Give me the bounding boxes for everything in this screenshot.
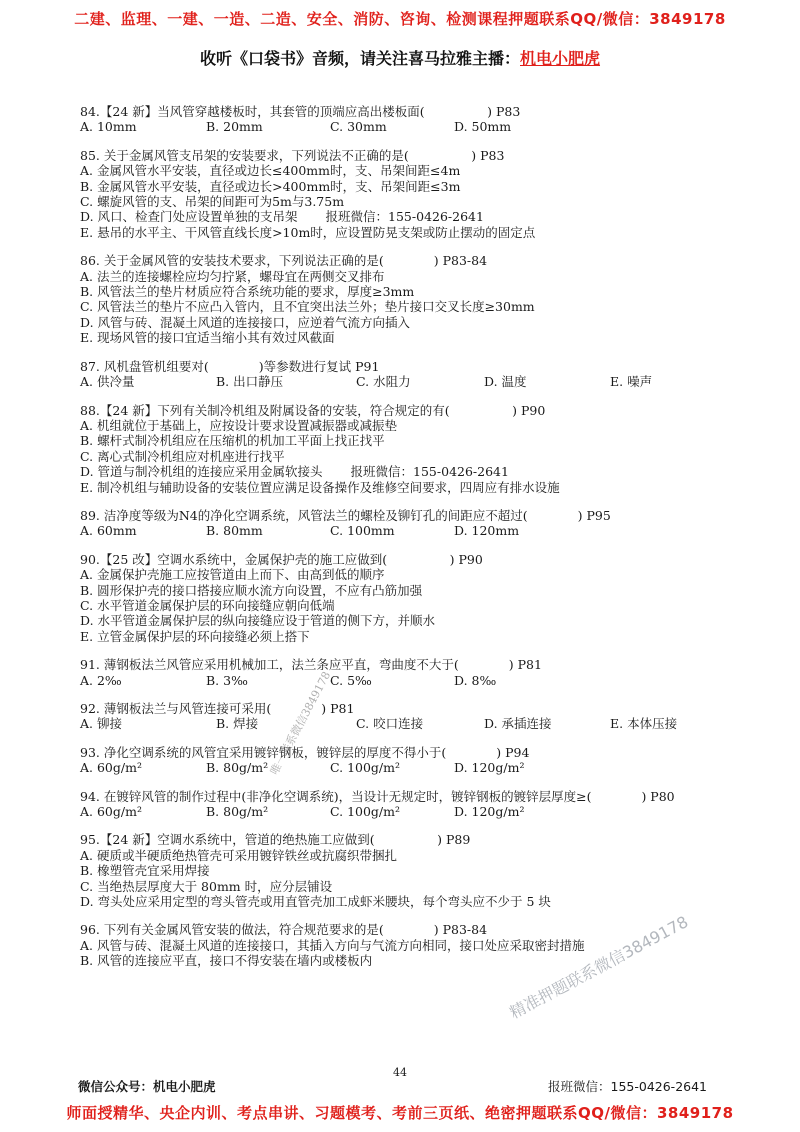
question-86 [80, 253, 720, 345]
option: C. 100g/m² [330, 760, 401, 776]
subtitle-prefix: 收听《口袋书》音频，请关注喜马拉雅主播： [199, 49, 520, 68]
question-92 [80, 701, 720, 732]
option: A. 60mm [80, 523, 137, 539]
center-watermark: 唯一联系微信3849178 [267, 669, 334, 778]
option-line: A. 风管与砖、混凝土风道的连接接口，其插入方向与气流方向相同，接口处应采取密封措施 [80, 937, 585, 953]
question-stem: 87. 风机盘管机组要对( )等参数进行复试 P91 [80, 358, 380, 374]
question-85 [80, 148, 720, 240]
question-95 [80, 832, 720, 909]
options-row [80, 760, 720, 775]
option: D. 120g/m² [454, 804, 525, 820]
question-87 [80, 359, 720, 390]
option: C. 5‰ [330, 672, 372, 688]
bottom-banner: 师面授精华、央企内训、考点串讲、习题模考、考前三页纸、绝密押题联系QQ/微信：3849178 [66, 1104, 734, 1122]
option: A. 60g/m² [80, 760, 142, 776]
option: E. 噪声 [610, 374, 653, 390]
footer-wechat-account: 微信公众号：机电小肥虎 [78, 1079, 216, 1094]
option-line: B. 圆形保护壳的接口搭接应顺水流方向设置，不应有凸筋加强 [80, 582, 423, 598]
option-line: D. 弯头处应采用定型的弯头管壳或用直管壳加工成虾米腰块，每个弯头应不少于 5 块 [80, 894, 551, 910]
option-line: C. 风管法兰的垫片不应凸入管内，且不宜突出法兰外；垫片接口交叉长度≥30mm [80, 299, 535, 315]
option-line: E. 制冷机组与辅助设备的安装位置应满足设备操作及维修空间要求，四周应有排水设施 [80, 479, 560, 495]
option: B. 焊接 [216, 716, 259, 732]
question-stem: 92. 薄钢板法兰与风管连接可采用( ) P81 [80, 701, 355, 716]
option-text: D. 管道与制冷机组的连接应采用金属软接头 [80, 464, 323, 480]
signup-contact: 报班微信：155-0426-2641 [325, 209, 484, 225]
question-stem: 96. 下列有关金属风管安装的做法，符合规范要求的是( ) P83-84 [80, 922, 488, 938]
option-line: B. 风管法兰的垫片材质应符合系统功能的要求，厚度≥3mm [80, 284, 415, 300]
option: C. 100mm [330, 523, 395, 539]
option: B. 80g/m² [206, 760, 269, 776]
options-row [80, 673, 720, 688]
option-line: A. 法兰的连接螺栓应均匀拧紧，螺母宜在两侧交叉排布 [80, 268, 385, 284]
question-stem: 86. 关于金属风管的安装技术要求，下列说法正确的是( ) P83-84 [80, 253, 488, 269]
question-90 [80, 552, 720, 644]
option: D. 120mm [454, 523, 520, 539]
options-row [80, 523, 720, 538]
option-line: B. 风管的连接应平直，接口不得安装在墙内或楼板内 [80, 953, 373, 969]
options-row [80, 804, 720, 819]
option-line: D. 风管与砖、混凝土风道的连接接口，应逆着气流方向插入 [80, 314, 411, 330]
option-line: A. 金属保护壳施工应按管道由上而下、由高到低的顺序 [80, 567, 385, 583]
option-line: C. 当绝热层厚度大于 80mm 时，应分层铺设 [80, 878, 333, 894]
option-line [80, 209, 720, 224]
options-row [80, 716, 720, 731]
diagonal-watermark: 精准押题联系微信3849178 [506, 912, 692, 1023]
option: D. 8‰ [454, 672, 497, 688]
top-banner: 二建、监理、一建、一造、二造、安全、消防、咨询、检测课程押题联系QQ/微信：3849178 [74, 10, 726, 28]
question-list [80, 104, 720, 982]
subtitle-host: 机电小肥虎 [520, 49, 601, 68]
option-line: E. 立管金属保护层的环向接缝必须上搭下 [80, 628, 310, 644]
footer-signup-wechat: 报班微信：155-0426-2641 [548, 1079, 708, 1094]
option-line: B. 金属风管水平安装，直径或边长>400mm时，支、吊架间距≤3m [80, 178, 461, 194]
option-line: A. 机组就位于基础上，应按设计要求设置减振器或减振垫 [80, 417, 397, 433]
option: B. 出口静压 [216, 374, 284, 390]
option: A. 2‰ [80, 672, 122, 688]
page-number: 44 [393, 1066, 407, 1079]
option-line: B. 螺杆式制冷机组应在压缩机的机加工平面上找正找平 [80, 433, 385, 449]
option: C. 100g/m² [330, 804, 401, 820]
question-88 [80, 403, 720, 495]
question-94 [80, 789, 720, 820]
question-84 [80, 104, 720, 135]
question-stem: 88.【24 新】下列有关制冷机组及附属设备的安装，符合规定的有( ) P90 [80, 402, 546, 418]
option-line: E. 现场风管的接口宜适当缩小其有效过风截面 [80, 330, 335, 346]
option: A. 供冷量 [80, 374, 135, 390]
options-row [80, 374, 720, 389]
option: D. 承插连接 [484, 716, 552, 732]
option-line: A. 金属风管水平安装，直径或边长≤400mm时，支、吊架间距≤4m [80, 163, 461, 179]
option: A. 铆接 [80, 716, 122, 732]
question-stem: 84.【24 新】当风管穿越楼板时，其套管的顶端应高出楼板面( ) P83 [80, 104, 521, 119]
option: D. 120g/m² [454, 760, 525, 776]
option-line: A. 硬质或半硬质绝热管壳可采用镀锌铁丝或抗腐织带捆扎 [80, 847, 397, 863]
question-stem: 89. 洁净度等级为N4的净化空调系统，风管法兰的螺栓及铆钉孔的间距应不超过( ) P95 [80, 507, 611, 523]
option: B. 80g/m² [206, 804, 269, 820]
option-text: D. 风口、检查门处应设置单独的支吊架 [80, 209, 298, 225]
option: B. 3‰ [206, 672, 248, 688]
option: E. 本体压接 [610, 716, 678, 732]
option-line [80, 464, 720, 479]
question-stem: 94. 在镀锌风管的制作过程中(非净化空调系统)，当设计无规定时，镀锌钢板的镀锌层厚度≥( ) P80 [80, 788, 675, 804]
option: C. 水阻力 [356, 374, 411, 390]
question-stem: 95.【24 新】空调水系统中，管道的绝热施工应做到( ) P89 [80, 832, 471, 848]
option: D. 温度 [484, 374, 527, 390]
option-line: C. 水平管道金属保护层的环向接缝应朝向低端 [80, 597, 335, 613]
option-line: D. 水平管道金属保护层的纵向接缝应设于管道的侧下方，并顺水 [80, 613, 436, 629]
question-91 [80, 657, 720, 688]
option-line: B. 橡塑管壳宜采用焊接 [80, 863, 210, 879]
question-93 [80, 745, 720, 776]
option-line: C. 离心式制冷机组应对机座进行找平 [80, 448, 285, 464]
option: C. 咬口连接 [356, 716, 424, 732]
subtitle [0, 46, 800, 69]
option: B. 20mm [206, 119, 263, 135]
signup-contact: 报班微信：155-0426-2641 [350, 464, 509, 480]
question-stem: 90.【25 改】空调水系统中，金属保护壳的施工应做到( ) P90 [80, 551, 483, 567]
question-stem: 91. 薄钢板法兰风管应采用机械加工，法兰条应平直，弯曲度不大于( ) P81 [80, 657, 542, 673]
option: B. 80mm [206, 523, 263, 539]
question-stem: 85. 关于金属风管支吊架的安装要求，下列说法不正确的是( ) P83 [80, 147, 505, 163]
question-stem: 93. 净化空调系统的风管宜采用镀锌钢板，镀锌层的厚度不得小于( ) P94 [80, 744, 530, 760]
options-row [80, 119, 720, 134]
option: A. 10mm [80, 119, 137, 135]
option: A. 60g/m² [80, 804, 142, 820]
option-line: C. 螺旋风管的支、吊架的间距可为5m与3.75m [80, 194, 345, 210]
question-89 [80, 508, 720, 539]
option: D. 50mm [454, 119, 512, 135]
option: C. 30mm [330, 119, 387, 135]
option-line: E. 悬吊的水平主、干风管直线长度>10m时，应设置防晃支架或防止摆动的固定点 [80, 224, 536, 240]
